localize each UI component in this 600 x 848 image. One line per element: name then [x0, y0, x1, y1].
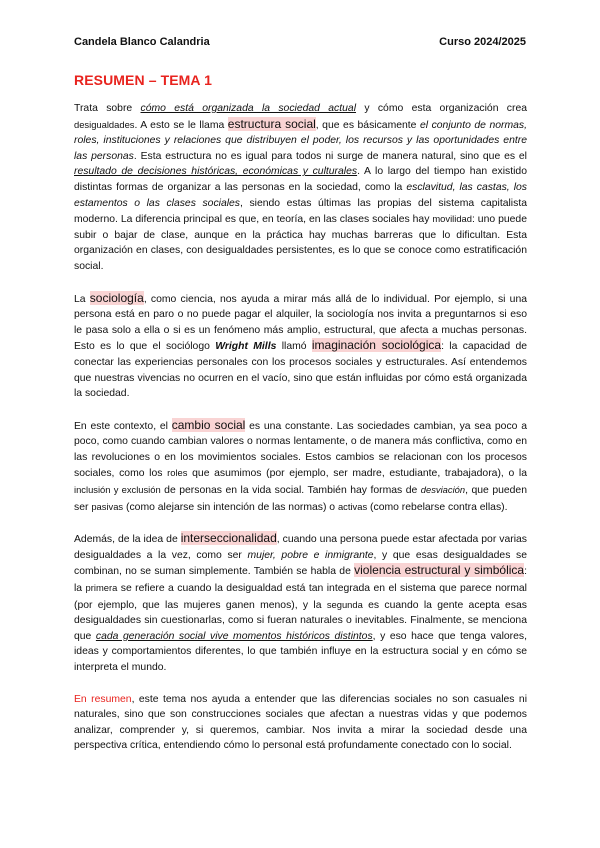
- text: llamó: [276, 341, 312, 353]
- italic-definition: el conjunto de normas, roles, instituciones y relaciones que distribuyen el poder, los recursos y las oportunidades entre las personas: [74, 119, 527, 162]
- text: y cómo esta organización crea: [356, 103, 528, 114]
- text: , como ciencia, nos ayuda a mirar más allá de lo individual. Por ejemplo, si una persona está en paro o no puede pagar el alquiler, la sociología nos invita a preguntarnos si eso le pasa solo a ella o si es un fenómeno más amplio, estructural, que afecta a muchas personas. Esto es lo que el sociólogo: [74, 293, 527, 353]
- highlighted-term: imaginación sociológica: [311, 338, 442, 353]
- term: roles: [167, 467, 188, 479]
- italic-term: desviación: [420, 484, 466, 496]
- text: En este contexto, el: [74, 420, 172, 432]
- term: activas: [337, 500, 368, 512]
- text: , cuando una persona puede estar afectada por varias desigualdades a la vez, como ser: [74, 534, 527, 561]
- text: es cuando la gente acepta esas desigualdades sin cuestionarlas, como si fueran naturales o inevitables. Finalmente, se menciona que: [74, 599, 527, 642]
- highlighted-term: cambio social: [171, 417, 246, 432]
- term: inclusión y exclusión: [74, 484, 161, 496]
- text: . Esta estructura no es igual para todos ni surge de manera natural, sino que es el: [133, 150, 527, 162]
- underlined-term: resultado de decisiones históricas, económicas y culturales: [74, 166, 358, 178]
- text: , que es básicamente: [315, 119, 420, 131]
- course-year: Curso 2024/2025: [439, 36, 526, 48]
- text: , siendo estas últimas las propias del sistema capitalista moderno. La diferencia principal es que, en teoría, en las clases sociales hay: [74, 197, 527, 226]
- page-header: [74, 36, 526, 50]
- paragraph-4: [74, 531, 527, 675]
- text: : la capacidad de conectar las experiencias personales con los procesos sociales y estructurales. Así entendemos que nuestras vivencias no ocurren en el vacío, sino que están influidas por cómo está organizada la sociedad.: [74, 341, 527, 400]
- text: Trata sobre: [74, 103, 141, 114]
- text: La: [74, 293, 90, 305]
- paragraph-1: [74, 101, 527, 275]
- text: se refiere a cuando la desigualdad está tan integrada en el sistema que parece normal (por ejemplo, que las mujeres ganen menos), y la: [74, 583, 527, 611]
- underlined-term: cada generación social vive momentos históricos distintos: [95, 630, 373, 642]
- text: : uno puede subir o bajar de clase, aunque en la práctica hay muchas barreras que lo dificultan. Esta organización en clases, con desigualdades persistentes, es lo que se conoce como estratificación social.: [74, 214, 527, 272]
- term: desigualdades: [74, 118, 135, 130]
- conclusion-label: En resumen: [74, 693, 132, 705]
- underlined-term: cómo está organizada la sociedad actual: [140, 103, 357, 114]
- text: (como alejarse sin intención de las normas) o: [123, 501, 338, 513]
- term: segunda: [326, 598, 363, 610]
- paragraph-2: [74, 291, 527, 402]
- text: de personas en la vida social. También hay formas de: [160, 485, 421, 497]
- text: Además, de la idea de: [74, 534, 181, 546]
- text: (como rebelarse contra ellas).: [367, 501, 508, 513]
- highlighted-term: interseccionalidad: [180, 531, 277, 546]
- text: , este tema nos ayuda a entender que las diferencias sociales no son casuales ni naturales, sino que son construcciones sociales que afectan a nuestras vidas y que podemos analizar, comprender y, si queremos, cambiar. Nos invita a mirar la sociedad desde una perspectiva crítica, entendiendo cómo lo personal está profundamente conectado con lo social.: [74, 693, 527, 752]
- author-reference: Wright Mills: [215, 341, 277, 353]
- paragraph-3: [74, 418, 527, 516]
- text: . A lo largo del tiempo han existido distintas formas de organizar a las personas en la sociedad, como la: [74, 166, 527, 193]
- italic-term: mujer, pobre e inmigrante: [247, 549, 374, 561]
- author-name: Candela Blanco Calandria: [74, 36, 210, 48]
- document-title: RESUMEN – TEMA 1: [74, 72, 212, 88]
- italic-term: esclavitud, las castas, los estamentos o las clases sociales: [74, 181, 527, 209]
- term: primera: [85, 582, 118, 594]
- text: , y eso hace que tenga valores, ideas y comportamientos diferentes, lo que también influye en la estructura social y en cómo se interpreta el mundo.: [74, 630, 527, 673]
- text: que asumimos (por ejemplo, ser madre, estudiante, trabajadora), o la: [187, 468, 527, 480]
- term: pasivas: [91, 500, 124, 512]
- text: . A esto se le llama: [134, 119, 228, 131]
- text: : la: [74, 566, 527, 595]
- term: movilidad: [432, 213, 472, 225]
- text: , que pueden ser: [74, 485, 527, 513]
- document-body: [74, 101, 527, 770]
- text: es una constante. Las sociedades cambian, ya sea poco a poco, como cuando cambian valores o normas lentamente, o de manera más conflictiva, como en las revoluciones o en los movimientos sociales. Estos cambios se relacionan con los procesos sociales, como los: [74, 420, 527, 480]
- paragraph-5: [74, 692, 527, 754]
- text: , y que esas desigualdades se combinan, no se suman simplemente. También se habla de: [74, 549, 528, 578]
- highlighted-term: estructura social: [227, 116, 316, 131]
- highlighted-term: violencia estructural y simbólica: [354, 563, 525, 578]
- highlighted-term: sociología: [89, 290, 144, 305]
